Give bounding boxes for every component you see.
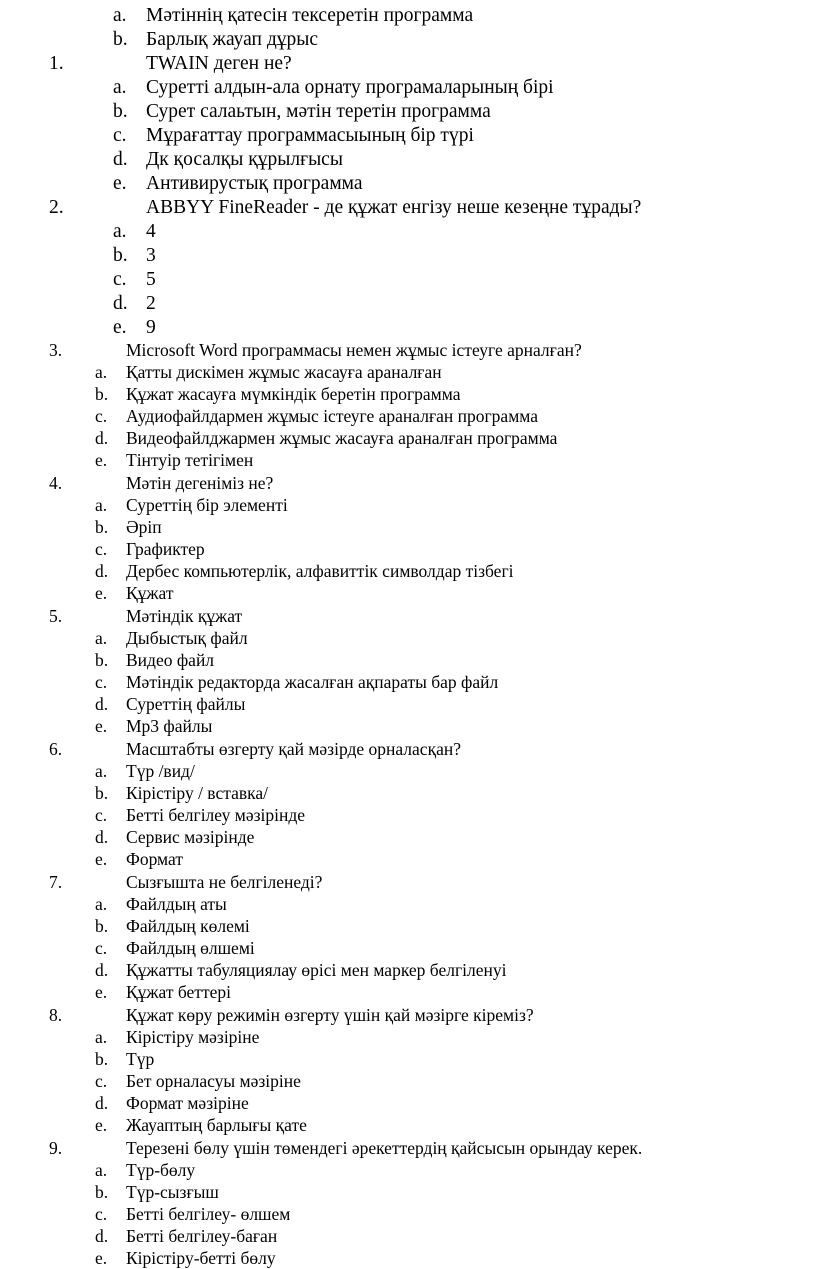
question-text: TWAIN деген не? (146, 53, 292, 74)
question-text: Сызғышта не белгіленеді? (126, 872, 323, 892)
option-letter: c. (113, 269, 127, 290)
option-text: Құжат жасауға мүмкіндік беретін программа (126, 384, 461, 404)
option-text: Суретті алдын-ала орнату програмаларының бірі (146, 77, 554, 98)
option-letter: b. (95, 384, 109, 404)
option-letter: d. (95, 827, 109, 847)
option-letter: a. (95, 761, 108, 781)
option-text: Суреттің бір элементі (126, 495, 288, 515)
option-text: Сурет салаьтын, мәтін теретін программа (146, 101, 491, 122)
option-text: Түр /вид/ (126, 761, 195, 781)
option-letter: d. (95, 1226, 109, 1246)
option-letter: b. (113, 245, 128, 266)
option-text: Файлдың көлемі (126, 916, 250, 936)
question-number: 5. (49, 606, 63, 626)
question-text: Мәтін дегеніміз не? (126, 473, 274, 493)
option-letter: a. (113, 77, 127, 98)
question-text: Мәтіндік құжат (126, 606, 243, 626)
question-number: 3. (49, 340, 63, 360)
option-letter: e. (95, 982, 108, 1002)
option-text: Тінтуір тетігімен (126, 450, 254, 470)
option-text: Суреттің файлы (126, 694, 246, 714)
option-letter: c. (95, 672, 108, 692)
option-text: Дыбыстық файл (126, 628, 248, 648)
option-letter: e. (95, 716, 108, 736)
option-letter: d. (95, 428, 109, 448)
question-number: 6. (49, 739, 63, 759)
option-text: Файлдың өлшемі (126, 938, 255, 958)
option-text: Бетті белгілеу- өлшем (126, 1204, 291, 1224)
option-letter: b. (95, 783, 109, 803)
option-letter: a. (95, 894, 108, 914)
option-letter: a. (95, 628, 108, 648)
question-text: Құжат көру режимін өзгерту үшін қай мәзірге кіреміз? (126, 1005, 534, 1025)
option-text: Антивирустық программа (146, 173, 363, 194)
question-number: 9. (49, 1138, 63, 1158)
option-letter: a. (95, 495, 108, 515)
option-text: Бет орналасуы мәзіріне (126, 1071, 301, 1091)
option-letter: b. (113, 29, 128, 50)
question-number: 7. (49, 872, 63, 892)
option-text: Жауаптың барлығы қате (126, 1115, 307, 1135)
option-text: Түр (126, 1049, 155, 1069)
option-letter: a. (95, 1160, 108, 1180)
option-text: Файлдың аты (126, 894, 227, 914)
option-text: Мәтіннің қатесін тексеретін программа (146, 5, 474, 26)
option-text: Кірістіру мәзіріне (126, 1027, 260, 1047)
option-text: Құжатты табуляциялау өрісі мен маркер белгіленуі (126, 960, 507, 980)
option-text: Құжат (126, 583, 174, 603)
option-text: Бетті белгілеу-баған (126, 1226, 278, 1246)
option-letter: c. (95, 1071, 108, 1091)
option-letter: d. (113, 149, 128, 170)
question-text: Масштабты өзгерту қай мәзірде орналасқан? (126, 739, 461, 759)
option-text: 4 (146, 221, 156, 242)
option-letter: d. (113, 293, 128, 314)
option-letter: a. (95, 362, 108, 382)
option-letter: b. (95, 650, 109, 670)
option-letter: c. (95, 938, 108, 958)
option-letter: b. (95, 916, 109, 936)
option-letter: e. (113, 317, 127, 338)
option-text: 9 (146, 317, 156, 338)
option-letter: a. (113, 221, 127, 242)
option-letter: b. (95, 1049, 109, 1069)
option-letter: c. (95, 805, 108, 825)
option-letter: b. (95, 517, 109, 537)
option-letter: b. (95, 1182, 109, 1202)
option-text: Кірістіру / вставка/ (126, 783, 268, 803)
option-text: Формат мәзіріне (126, 1093, 249, 1113)
option-text: Кірістіру-бетті бөлу (126, 1248, 276, 1268)
question-text: Microsoft Word программасы немен жұмыс істеуге арналған? (126, 340, 582, 360)
option-text: Дербес компьютерлік, алфавиттік символдар тізбегі (126, 561, 514, 581)
option-text: Түр-бөлу (126, 1160, 196, 1180)
question-text: ABBYY FineReader - де құжат енгізу неше кезеңне тұрады? (146, 197, 642, 218)
option-letter: e. (95, 450, 108, 470)
option-text: Барлық жауап дұрыс (146, 29, 319, 50)
option-text: Видео файл (126, 650, 215, 670)
option-text: Сервис мәзірінде (126, 827, 255, 847)
option-letter: d. (95, 561, 109, 581)
option-letter: c. (95, 539, 108, 559)
option-letter: e. (95, 849, 108, 869)
option-letter: a. (113, 5, 127, 26)
option-letter: e. (95, 1115, 108, 1135)
option-text: Мәтіндік редакторда жасалған ақпараты бар файл (126, 672, 499, 692)
option-text: Графиктер (126, 539, 205, 559)
option-text: 3 (146, 245, 156, 266)
option-text: Аудиофайлдармен жұмыс істеуге араналған программа (126, 406, 538, 426)
option-letter: b. (113, 101, 128, 122)
option-letter: c. (95, 406, 108, 426)
option-letter: e. (95, 583, 108, 603)
option-letter: d. (95, 694, 109, 714)
option-text: Әріп (126, 517, 162, 537)
option-text: Дк қосалқы құрылғысы (146, 149, 343, 170)
option-letter: c. (113, 125, 127, 146)
option-text: Mp3 файлы (126, 716, 213, 736)
question-text: Терезені бөлу үшін төмендегі әрекеттердің қайсысын орындау керек. (126, 1138, 643, 1158)
option-letter: c. (95, 1204, 108, 1224)
option-text: 2 (146, 293, 156, 314)
question-number: 4. (49, 473, 63, 493)
option-text: Бетті белгілеу мәзірінде (126, 805, 306, 825)
option-text: Құжат беттері (126, 982, 231, 1002)
option-text: 5 (146, 269, 156, 290)
option-text: Видеофайлджармен жұмыс жасауға араналған программа (126, 428, 558, 448)
option-letter: d. (95, 960, 109, 980)
question-number: 1. (49, 53, 64, 74)
option-text: Түр-сызғыш (126, 1182, 219, 1202)
question-number: 8. (49, 1005, 63, 1025)
option-letter: e. (113, 173, 127, 194)
question-number: 2. (49, 197, 64, 218)
option-letter: d. (95, 1093, 109, 1113)
option-text: Қатты дискімен жұмыс жасауға араналған (126, 362, 442, 382)
option-text: Мұрағаттау программасыының бір түрі (146, 125, 474, 146)
option-letter: e. (95, 1248, 108, 1268)
option-letter: a. (95, 1027, 108, 1047)
option-text: Формат (126, 849, 183, 869)
